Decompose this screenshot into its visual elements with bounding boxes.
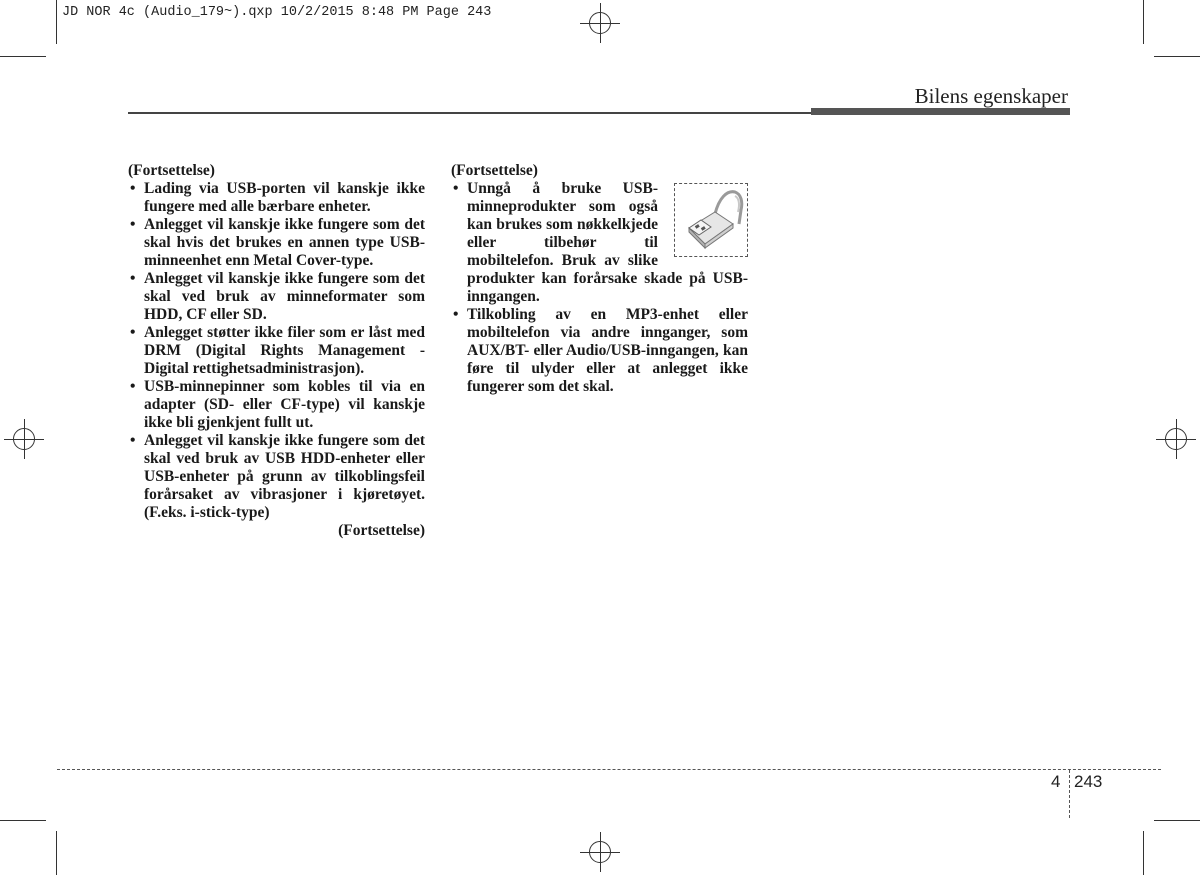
page-number: 243 (1074, 772, 1103, 791)
left-column (128, 162, 425, 540)
crop-mark (56, 831, 57, 875)
list-item: • Anlegget vil kanskje ikke fungere som det skal ved bruk av USB HDD-enheter eller USB-enheter på grunn av tilkoblingsfeil forårsaket av vibrasjoner i kjøretøyet. (F.eks. i-stick-type) (128, 432, 425, 522)
crop-mark (1143, 0, 1144, 44)
list-item: • USB-minnepinner som kobles til via en adapter (SD- eller CF-type) vil kanskje ikke bli gjenkjent fullt ut. (128, 378, 425, 432)
footer-rule (57, 769, 1161, 770)
usb-stick-icon (674, 183, 748, 257)
section-title: Bilens egenskaper (914, 84, 1068, 108)
bullet-list (128, 180, 425, 522)
registration-mark-icon (589, 841, 611, 863)
registration-mark-icon (589, 12, 611, 34)
continued-label: (Fortsettelse) (451, 162, 538, 179)
list-item: • Lading via USB-porten vil kanskje ikke fungere med alle bærbare enheter. (128, 180, 425, 216)
list-item: • Anlegget støtter ikke filer som er låst med DRM (Digital Rights Management - Digital rettighetsadministrasjon). (128, 324, 425, 378)
header-accent-bar (811, 108, 1070, 115)
list-item-text: Unngå å bruke USB-minneprodukter som også kan brukes som nøkkelkjede eller tilbehør til mobiltelefon. Bruk av slike produkter kan forårsake skade på USB-inngangen. (467, 180, 748, 305)
crop-mark (0, 56, 46, 57)
continued-label: (Fortsettelse) (338, 522, 425, 539)
crop-mark (1143, 831, 1144, 875)
footer-divider (1069, 770, 1070, 818)
registration-mark-icon (13, 428, 35, 450)
registration-mark-icon (1165, 428, 1187, 450)
print-slug: JD NOR 4c (Audio_179~).qxp 10/2/2015 8:48 PM Page 243 (62, 5, 492, 20)
crop-mark (1154, 820, 1200, 821)
crop-mark (56, 0, 57, 44)
list-item: • Anlegget vil kanskje ikke fungere som det skal ved bruk av minneformater som HDD, CF eller SD. (128, 270, 425, 324)
list-item (451, 180, 748, 306)
list-item: • Tilkobling av en MP3-enhet eller mobiltelefon via andre innganger, som AUX/BT- eller Audio/USB-inngangen, kan føre til ulyder eller at anlegget ikke fungerer som det skal. (451, 306, 748, 396)
bullet-list (451, 180, 748, 396)
list-item: • Anlegget vil kanskje ikke fungere som det skal hvis det brukes en annen type USB-minneenhet enn Metal Cover-type. (128, 216, 425, 270)
crop-mark (1154, 56, 1200, 57)
crop-mark (0, 820, 46, 821)
continued-label: (Fortsettelse) (128, 162, 215, 179)
right-column (451, 162, 748, 396)
chapter-number: 4 (1051, 772, 1061, 791)
